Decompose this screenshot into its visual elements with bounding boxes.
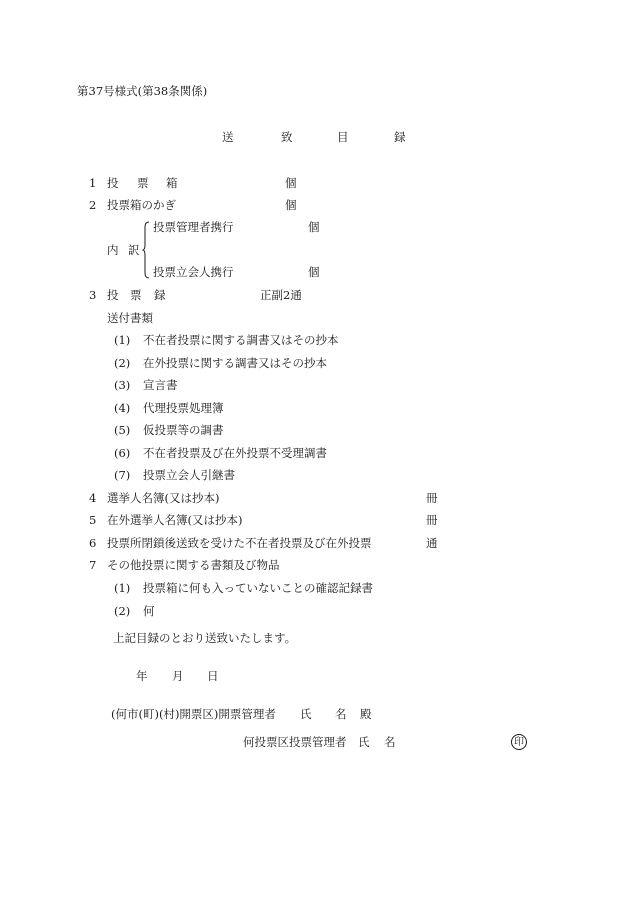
- breakdown-label-char-1: 内: [107, 243, 119, 257]
- date-month: 月: [172, 669, 184, 683]
- date-year: 年: [136, 669, 148, 683]
- item4-number: 4: [89, 491, 97, 505]
- item3-unit: 正副2通: [260, 288, 302, 302]
- title-char-1: 送: [222, 130, 234, 144]
- title-char-3: 目: [337, 130, 349, 144]
- attached-doc-number: (5): [114, 423, 131, 437]
- attached-doc-text: 仮投票等の調書: [143, 423, 224, 437]
- attached-doc-text: 投票立会人引継書: [143, 468, 235, 482]
- closing-statement: 上記目録のとおり送致いたします。: [113, 631, 297, 645]
- breakdown-label-char-2: 訳: [128, 243, 140, 257]
- item6-number: 6: [89, 536, 97, 550]
- item5-label: 在外選挙人名簿(又は抄本): [107, 513, 243, 527]
- attached-doc-number: (2): [114, 356, 131, 370]
- item2-unit: 個: [285, 198, 297, 212]
- item1-label-char-2: 票: [137, 176, 149, 190]
- attached-doc-text: 不在者投票及び在外投票不受理調書: [143, 446, 327, 460]
- item7-sub-text: 何: [143, 604, 155, 618]
- title-char-2: 致: [281, 130, 293, 144]
- item1-number: 1: [89, 176, 97, 190]
- seal-icon: 印: [511, 734, 527, 750]
- title-char-4: 録: [394, 130, 406, 144]
- item1-label-char-1: 投: [107, 176, 119, 190]
- attached-doc-text: 宣言書: [143, 378, 178, 392]
- addressee-org: (何市(町)(村)開票区)開票管理者: [111, 707, 276, 721]
- sender-name-char-2: 名: [384, 735, 396, 749]
- item4-unit: 冊: [426, 491, 438, 505]
- item7-number: 7: [89, 558, 97, 572]
- item2-number: 2: [89, 198, 97, 212]
- item1-unit: 個: [285, 176, 297, 190]
- addressee-name-char-1: 氏: [300, 707, 312, 721]
- addressee-name-char-2: 名: [335, 707, 347, 721]
- breakdown-row1-unit: 個: [308, 220, 320, 234]
- attached-doc-number: (1): [114, 333, 131, 347]
- breakdown-row2-unit: 個: [308, 265, 320, 279]
- attached-doc-number: (3): [114, 378, 131, 392]
- addressee-honorific: 殿: [360, 707, 372, 721]
- breakdown-row2-label: 投票立会人携行: [153, 265, 234, 279]
- item7-sub-number: (1): [114, 581, 131, 595]
- item5-unit: 冊: [426, 513, 438, 527]
- breakdown-row1-label: 投票管理者携行: [153, 220, 234, 234]
- attached-docs-label: 送付書類: [107, 311, 153, 325]
- attached-doc-number: (4): [114, 401, 131, 415]
- item4-label: 選挙人名簿(又は抄本): [107, 491, 220, 505]
- curly-brace-icon: [142, 221, 150, 279]
- attached-doc-number: (6): [114, 446, 131, 460]
- form-header: 第37号様式(第38条関係): [77, 84, 208, 98]
- item5-number: 5: [89, 513, 97, 527]
- date-day: 日: [207, 669, 219, 683]
- item7-sub-number: (2): [114, 604, 131, 618]
- item6-unit: 通: [426, 536, 438, 550]
- sender-title: 何投票区投票管理者: [243, 735, 347, 749]
- item2-label: 投票箱のかぎ: [107, 198, 176, 212]
- item6-label: 投票所閉鎖後送致を受けた不在者投票及び在外投票: [107, 536, 372, 550]
- item3-label-char-2: 票: [130, 288, 142, 302]
- item3-label-char-1: 投: [107, 288, 119, 302]
- attached-doc-number: (7): [114, 468, 131, 482]
- attached-doc-text: 代理投票処理簿: [143, 401, 224, 415]
- item3-label-char-3: 録: [154, 288, 166, 302]
- attached-doc-text: 在外投票に関する調書又はその抄本: [143, 356, 327, 370]
- item3-number: 3: [89, 288, 97, 302]
- sender-name-char-1: 氏: [358, 735, 370, 749]
- item7-label: その他投票に関する書類及び物品: [107, 558, 280, 572]
- attached-doc-text: 不在者投票に関する調書又はその抄本: [143, 333, 339, 347]
- item7-sub-text: 投票箱に何も入っていないことの確認記録書: [143, 581, 373, 595]
- item1-label-char-3: 箱: [166, 176, 178, 190]
